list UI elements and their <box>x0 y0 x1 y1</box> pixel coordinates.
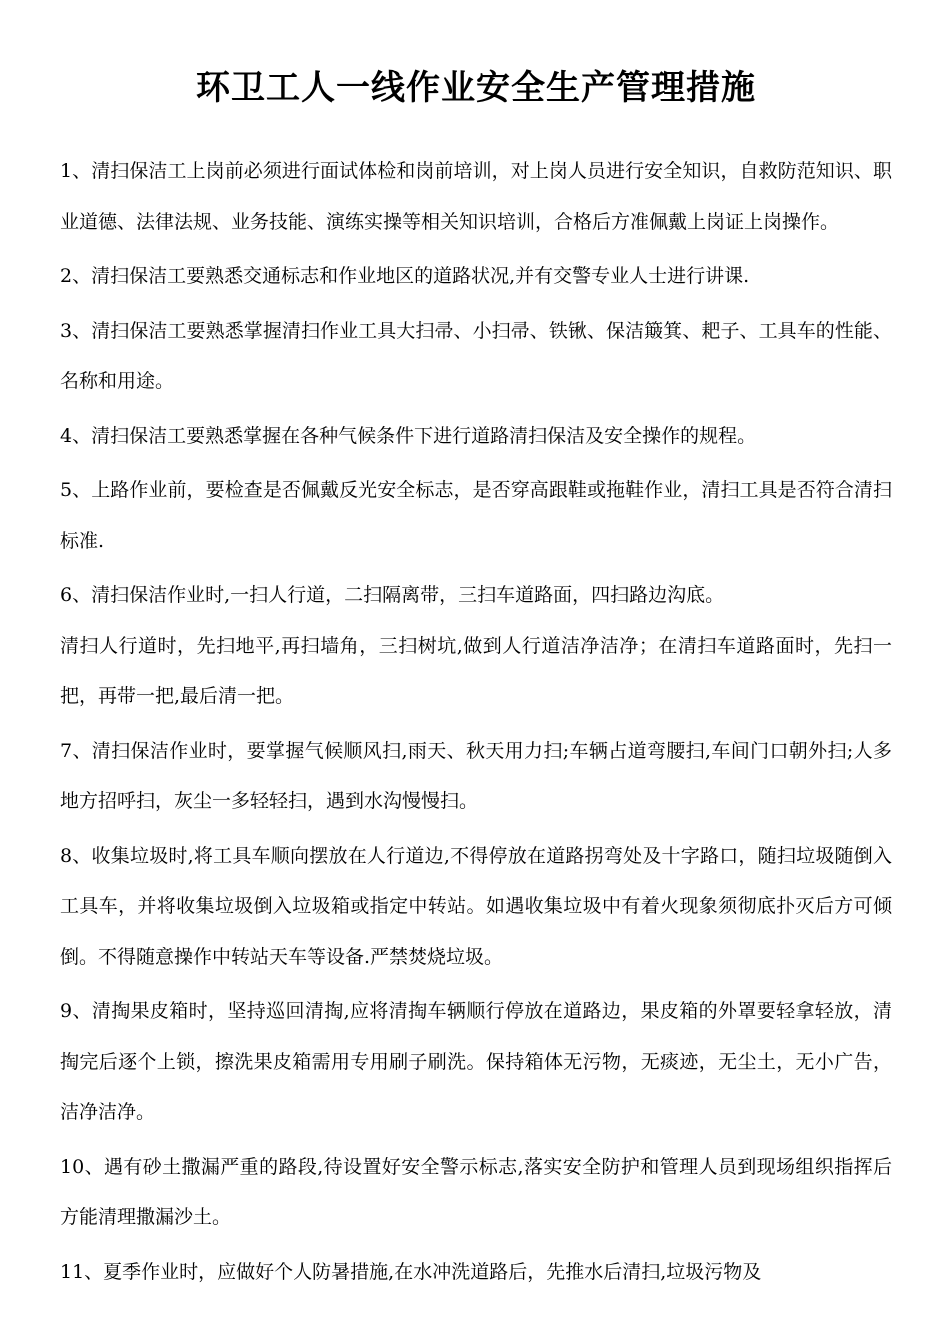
paragraph-10: 10、遇有砂土撒漏严重的路段,待设置好安全警示标志,落实安全防护和管理人员到现场组织指挥后方能清理撒漏沙土。 <box>60 1155 892 1228</box>
paragraph-5: 5、上路作业前，要检查是否佩戴反光安全标志，是否穿高跟鞋或拖鞋作业，清扫工具是否符合清扫标准. <box>60 479 892 552</box>
paragraph-6: 6、清扫保洁作业时,一扫人行道，二扫隔离带，三扫车道路面，四扫路边沟底。 <box>60 584 725 606</box>
paragraph-4: 4、清扫保洁工要熟悉掌握在各种气候条件下进行道路清扫保洁及安全操作的规程。 <box>60 424 757 447</box>
document-title: 环卫工人一线作业安全生产管理措施 <box>196 68 756 108</box>
paragraph-7: 7、清扫保洁作业时，要掌握气候顺风扫,雨天、秋天用力扫;车辆占道弯腰扫,车间门口朝外扫;人多地方招呼扫，灰尘一多轻轻扫，遇到水沟慢慢扫。 <box>60 739 892 812</box>
paragraph-3: 3、清扫保洁工要熟悉掌握清扫作业工具大扫帚、小扫帚、铁锹、保洁簸箕、耙子、工具车的性能、名称和用途。 <box>60 319 892 392</box>
paragraph-8: 8、收集垃圾时,将工具车顺向摆放在人行道边,不得停放在道路拐弯处及十字路口，随扫垃圾随倒入工具车，并将收集垃圾倒入垃圾箱或指定中转站。如遇收集垃圾中有着火现象须彻底扑灭后方可倾倒。不得随意操作中转站天车等设备.严禁焚烧垃圾。 <box>60 844 892 968</box>
paragraph-2: 2、清扫保洁工要熟悉交通标志和作业地区的道路状况,并有交警专业人士进行讲课. <box>60 265 750 287</box>
paragraph-1: 1、清扫保洁工上岗前必须进行面试体检和岗前培训，对上岗人员进行安全知识，自救防范知识、职业道德、法律法规、业务技能、演练实操等相关知识培训，合格后方准佩戴上岗证上岗操作。 <box>60 160 892 233</box>
paragraph-11: 11、夏季作业时，应做好个人防暑措施,在水冲洗道路后，先推水后清扫,垃圾污物及 <box>60 1260 762 1283</box>
paragraph-9: 9、清掏果皮箱时，坚持巡回清掏,应将清掏车辆顺行停放在道路边，果皮箱的外罩要轻拿轻放，清掏完后逐个上锁，擦洗果皮箱需用专用刷子刷洗。保持箱体无污物，无痰迹，无尘土，无小广告，洁净洁净。 <box>60 1000 892 1123</box>
paragraph-6-continued: 清扫人行道时，先扫地平,再扫墙角，三扫树坑,做到人行道洁净洁净；在清扫车道路面时，先扫一把，再带一把,最后清一把。 <box>60 634 892 707</box>
